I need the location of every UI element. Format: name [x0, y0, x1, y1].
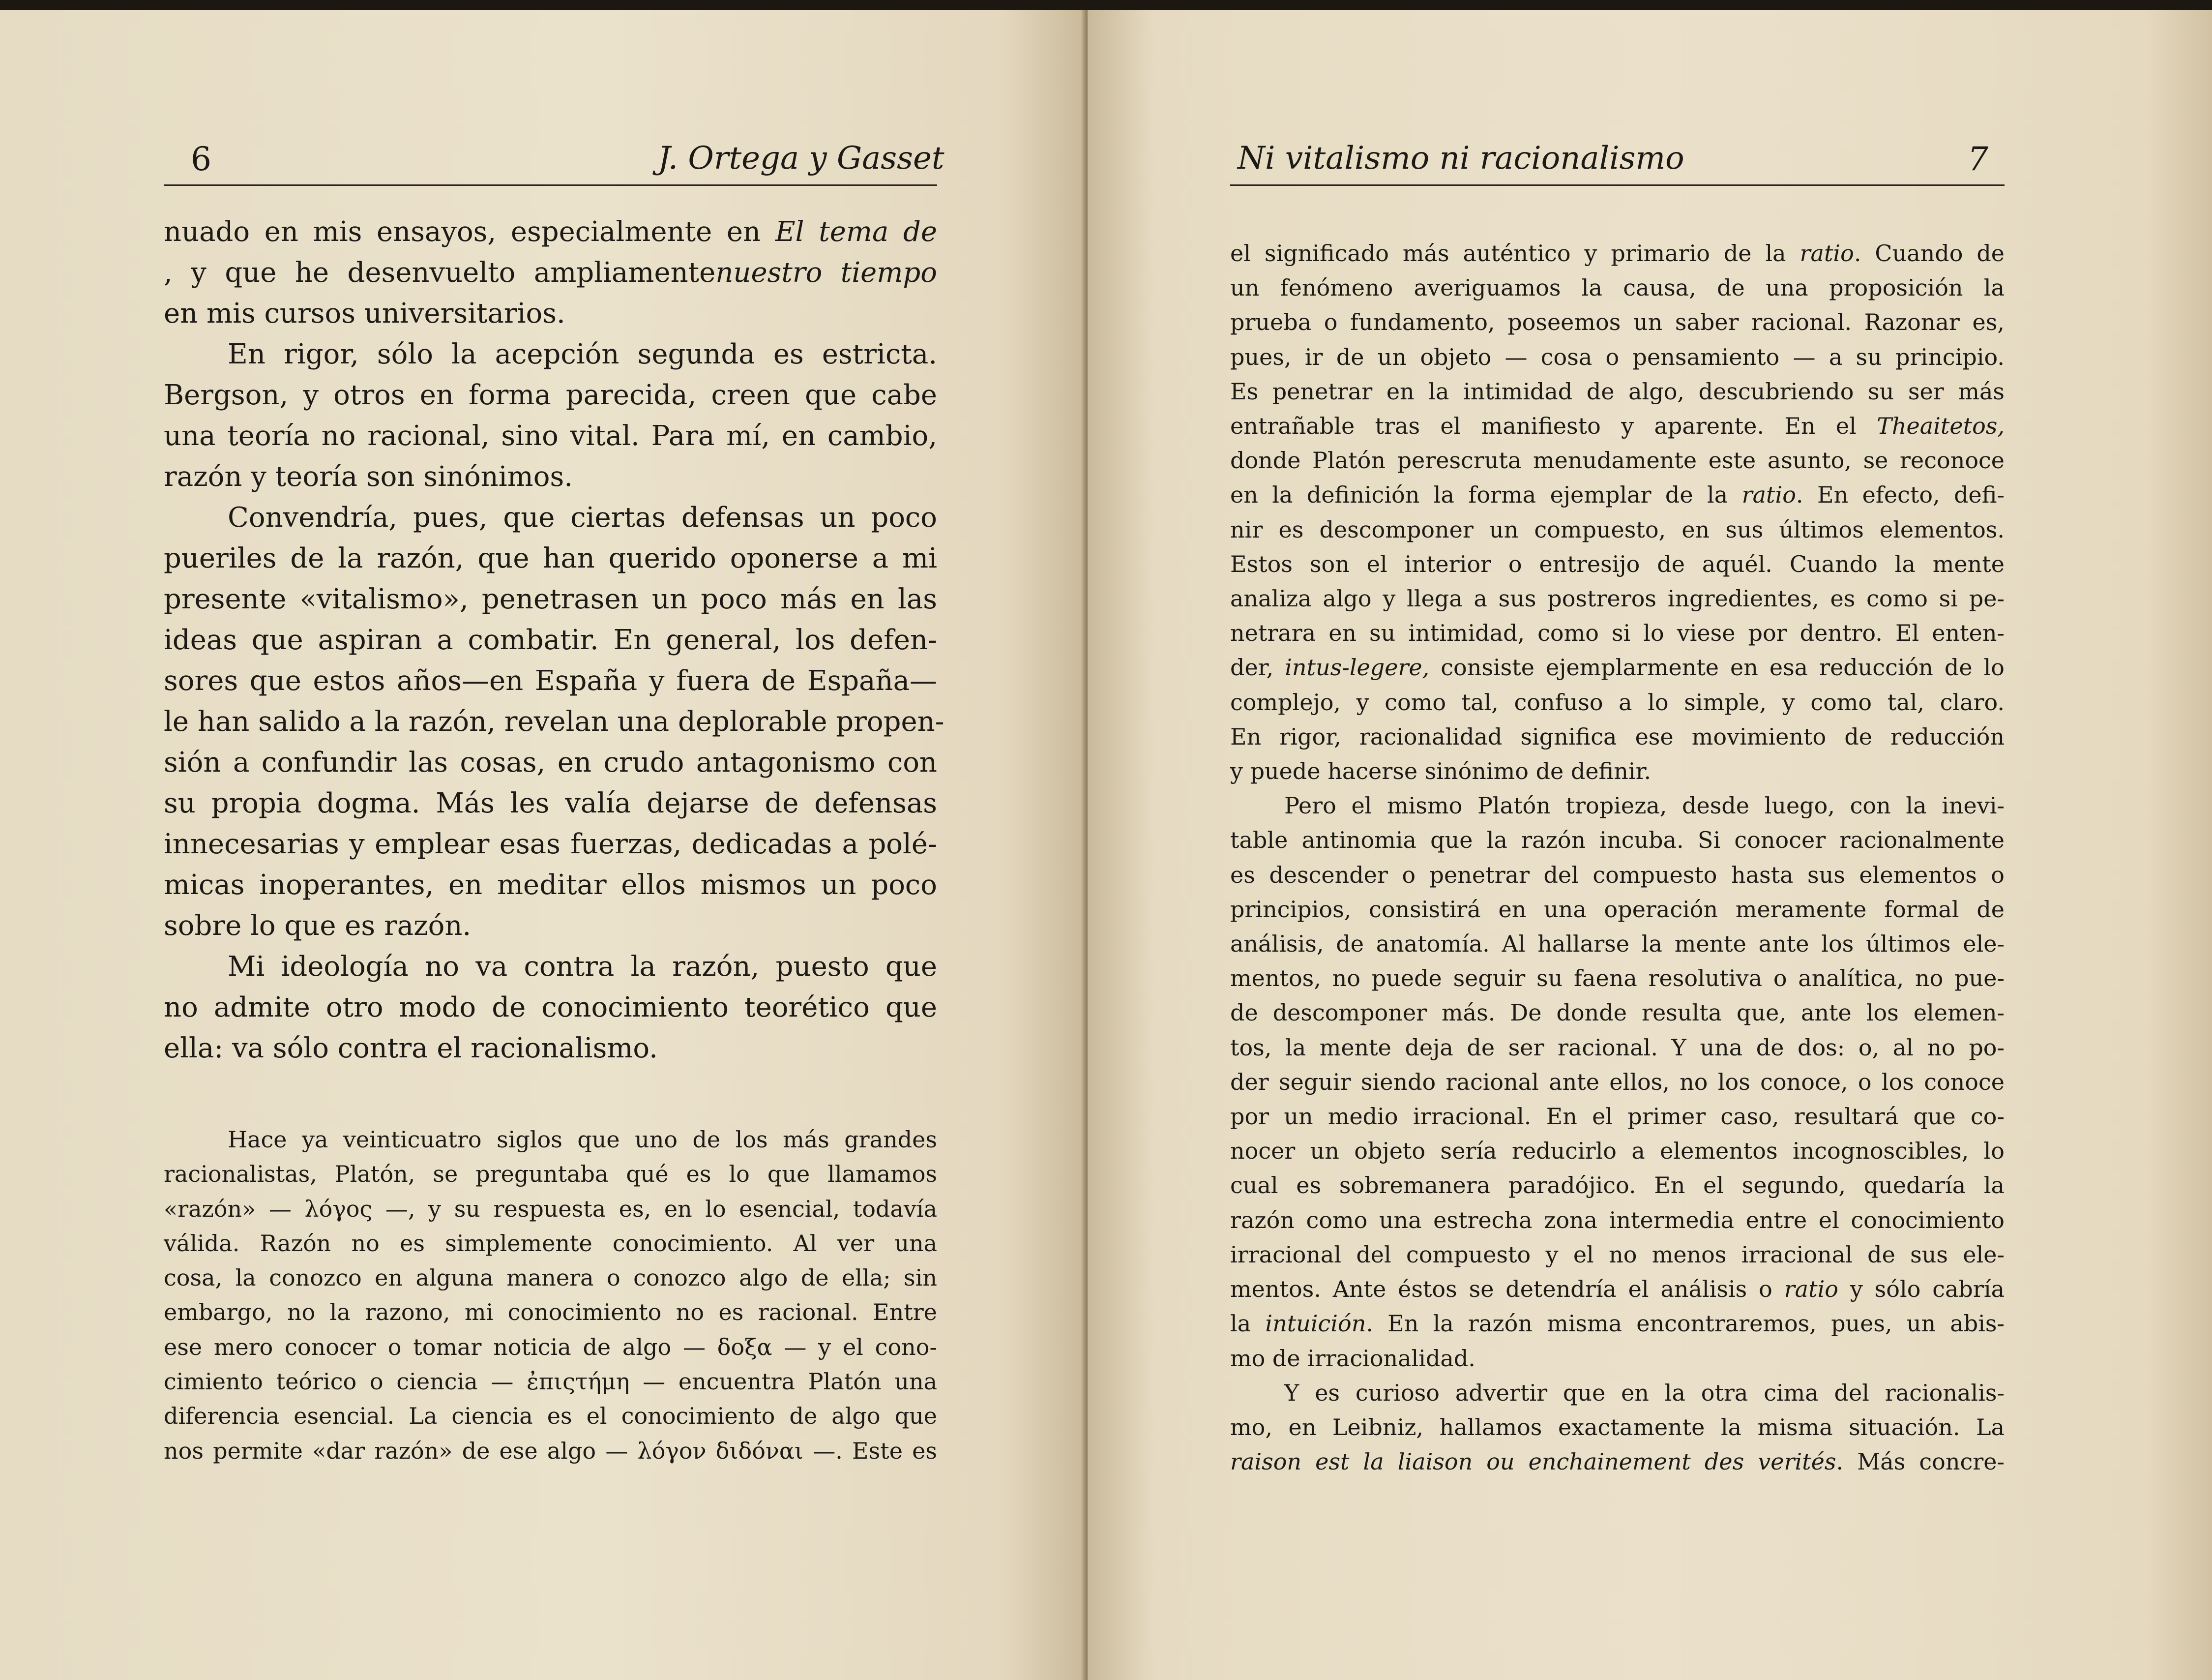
text-run: cimiento teórico o ciencia — ἐπιςτήμη — encuentra Platón una — [164, 1368, 937, 1395]
text-line — [1230, 685, 2005, 720]
text-run: «razón» — λόγος —, y su respuesta es, en lo esencial, todavía — [164, 1195, 937, 1222]
text-run: el significado más auténtico y primario de la — [1230, 240, 1800, 267]
text-run: innecesarias y emplear esas fuerzas, dedicadas a polé- — [164, 828, 937, 860]
text-line — [1230, 1134, 2005, 1168]
text-line — [164, 701, 944, 742]
text-run: mo de irracionalidad. — [1230, 1345, 1475, 1372]
text-run: cual es sobremanera paradójico. En el segundo, quedaría la — [1230, 1172, 2005, 1199]
text-line — [1230, 754, 2005, 788]
text-line — [1230, 1272, 2005, 1306]
text-run: entrañable tras el manifiesto y aparente. En el — [1230, 413, 1877, 440]
text-run: diferencia esencial. La ciencia es el conocimiento de algo que — [164, 1403, 937, 1430]
italic-run: intus-legere, — [1285, 654, 1430, 681]
text-line — [164, 946, 937, 987]
text-run: Hace ya veinticuatro siglos que uno de los más grandes — [228, 1126, 937, 1153]
italic-run: raison est la liaison ou enchainement des verités — [1230, 1448, 1836, 1475]
text-line — [1230, 305, 2005, 339]
text-run: netrara en su intimidad, como si lo viese por dentro. El enten- — [1230, 620, 2005, 647]
text-line — [164, 1364, 937, 1399]
text-run: su propia dogma. Más les valía dejarse de defensas — [164, 787, 937, 819]
right-running-head: Ni vitalismo ni racionalismo — [1238, 140, 1684, 177]
text-run: presente «vitalismo», penetrasen un poco más en las — [164, 583, 937, 615]
left-page — [0, 10, 1088, 1680]
right-page-number: 7 — [1968, 140, 1988, 178]
text-line — [1230, 547, 2005, 581]
text-line — [164, 375, 937, 416]
text-run: sión a confundir las cosas, en crudo antagonismo con — [164, 747, 937, 779]
text-line — [1230, 788, 2005, 823]
text-run: y puede hacerse sinónimo de definir. — [1230, 758, 1652, 785]
text-line — [1230, 927, 2005, 961]
left-body-text — [164, 211, 944, 1069]
text-run: le han salido a la razón, revelan una deplorable propen- — [164, 706, 944, 738]
text-run: nir es descomponer un compuesto, en sus últimos elementos. — [1230, 516, 2005, 543]
text-run: . En la razón misma encontraremos, pues, un abis- — [1366, 1310, 2005, 1337]
text-line — [164, 1330, 937, 1364]
text-line — [164, 783, 937, 824]
text-run: y sólo cabría — [1838, 1276, 2005, 1303]
italic-run: ratio — [1784, 1276, 1838, 1303]
text-line — [1230, 1168, 2005, 1202]
text-line — [164, 1226, 937, 1260]
text-line — [1230, 720, 2005, 754]
italic-run: intuición — [1265, 1310, 1366, 1337]
text-line — [1230, 1030, 2005, 1065]
text-line — [1230, 1444, 2005, 1479]
text-run: Pero el mismo Platón tropieza, desde luego, con la inevi- — [1284, 792, 2005, 819]
text-run: mentos. Ante éstos se detendría el análisis o — [1230, 1276, 1784, 1303]
text-line — [164, 824, 937, 865]
text-run: la — [1230, 1310, 1266, 1337]
text-line — [1230, 1376, 2005, 1410]
left-page-number: 6 — [191, 140, 211, 178]
text-run: donde Platón perescruta menudamente este asunto, se reconoce — [1230, 447, 2005, 474]
italic-run: ratio — [1799, 240, 1854, 267]
text-line — [164, 1122, 937, 1157]
text-run: nuado en mis ensayos, especialmente en — [164, 216, 775, 248]
text-line — [164, 987, 937, 1028]
text-line — [164, 1260, 937, 1295]
text-run: nos permite «dar razón» de ese algo — λόγον διδόναι —. Este es — [164, 1437, 937, 1464]
text-line — [164, 252, 937, 293]
text-run: sores que estos años—en España y fuera de España— — [164, 665, 937, 697]
text-line — [1230, 1410, 2005, 1444]
text-run: mo, en Leibniz, hallamos exactamente la misma situación. La — [1230, 1413, 2005, 1440]
text-run: der seguir siendo racional ante ellos, no los conoce, o los conoce — [1230, 1068, 2005, 1095]
text-run: analiza algo y llega a sus postreros ingredientes, es como si pe- — [1230, 585, 2005, 612]
text-line — [1230, 650, 2005, 685]
text-run: por un medio irracional. En el primer caso, resultará que co- — [1230, 1103, 2005, 1130]
text-run: cosa, la conozco en alguna manera o conozco algo de ella; sin — [164, 1264, 937, 1291]
text-line — [1230, 270, 2005, 305]
text-run: razón y teoría son sinónimos. — [164, 461, 573, 493]
text-line — [1230, 1203, 2005, 1237]
text-line — [164, 1192, 937, 1226]
text-run: un fenómeno averiguamos la causa, de una proposición la — [1230, 274, 2005, 301]
text-line — [1230, 1341, 2005, 1376]
text-line — [1230, 1237, 2005, 1272]
text-line — [1230, 236, 2005, 270]
text-run: Estos son el interior o entresijo de aquél. Cuando la mente — [1230, 550, 2005, 577]
text-line — [1230, 995, 2005, 1030]
text-line — [1230, 478, 2005, 512]
text-run: en la definición la forma ejemplar de la — [1230, 481, 1742, 509]
text-line — [164, 1028, 937, 1069]
text-run: micas inoperantes, en meditar ellos mismos un poco — [164, 869, 937, 901]
text-line — [164, 1157, 937, 1191]
text-line — [1230, 1065, 2005, 1099]
text-run: ella: va sólo contra el racionalismo. — [164, 1032, 658, 1064]
text-line — [164, 293, 937, 334]
text-line — [1230, 374, 2005, 409]
text-line — [164, 1434, 937, 1468]
text-line — [1230, 409, 2005, 443]
text-line — [1230, 892, 2005, 927]
text-run: . Cuando de — [1854, 240, 2005, 267]
text-run: en mis cursos universitarios. — [164, 298, 565, 330]
text-run: racionalistas, Platón, se preguntaba qué es lo que llamamos — [164, 1161, 937, 1188]
text-run: sobre lo que es razón. — [164, 910, 472, 942]
left-running-head: J. Ortega y Gasset — [658, 140, 944, 177]
text-run: Bergson, y otros en forma parecida, creen que cabe — [164, 379, 937, 411]
text-run: razón como una estrecha zona intermedia entre el conocimiento — [1230, 1206, 2005, 1233]
left-footnote-text — [164, 1122, 937, 1468]
right-page — [1088, 10, 2212, 1680]
italic-run: Theaitetos, — [1877, 413, 2005, 440]
text-run: prueba o fundamento, poseemos un saber racional. Razonar es, — [1230, 309, 2005, 336]
text-line — [1230, 581, 2005, 616]
text-run: Es penetrar en la intimidad de algo, descubriendo su ser más — [1230, 378, 2005, 405]
text-line — [1230, 512, 2005, 547]
text-line — [164, 538, 937, 579]
text-run: principios, consistirá en una operación meramente formal de — [1230, 896, 2005, 923]
text-run: tos, la mente deja de ser racional. Y una de dos: o, al no po- — [1230, 1034, 2005, 1061]
text-run: pueriles de la razón, que han querido oponerse a mi — [164, 542, 937, 574]
text-line — [1230, 616, 2005, 650]
text-line — [1230, 823, 2005, 857]
text-line — [1230, 443, 2005, 478]
text-run: . En efecto, defi- — [1796, 481, 2005, 509]
text-run: . Más concre- — [1836, 1448, 2005, 1475]
text-run: es descender o penetrar del compuesto hasta sus elementos o — [1230, 861, 2005, 888]
text-run: de descomponer más. De donde resulta que, ante los elemen- — [1230, 999, 2005, 1026]
text-run: consiste ejemplarmente en esa reducción de lo — [1429, 654, 2005, 681]
text-line — [164, 497, 937, 538]
text-run: una teoría no racional, sino vital. Para mí, en cambio, — [164, 420, 937, 452]
text-line — [1230, 961, 2005, 995]
text-run: Mi ideología no va contra la razón, puesto que — [228, 951, 937, 983]
text-run: embargo, no la razono, mi conocimiento no es racional. Entre — [164, 1299, 937, 1326]
text-run: nocer un objeto sería reducirlo a elementos incognoscibles, lo — [1230, 1138, 2005, 1165]
text-run: table antinomia que la razón incuba. Si conocer racionalmente — [1230, 827, 2005, 854]
italic-run: ratio — [1741, 481, 1796, 509]
text-line — [164, 620, 937, 660]
text-line — [164, 456, 937, 497]
text-run: análisis, de anatomía. Al hallarse la mente ante los últimos ele- — [1230, 930, 2005, 958]
text-line — [164, 865, 937, 905]
text-run: En rigor, racionalidad significa ese movimiento de reducción — [1230, 723, 2005, 750]
text-line — [1230, 340, 2005, 374]
text-run: válida. Razón no es simplemente conocimiento. Al ver una — [164, 1230, 937, 1257]
text-run: no admite otro modo de conocimiento teorético que — [164, 991, 937, 1023]
text-line — [164, 579, 937, 620]
text-line — [1230, 1099, 2005, 1134]
text-run: Y es curioso advertir que en la otra cima del racionalis- — [1284, 1379, 2005, 1406]
text-run: pues, ir de un objeto — cosa o pensamiento — a su principio. — [1230, 343, 2005, 370]
text-line — [164, 905, 937, 946]
text-line — [164, 334, 937, 375]
text-line — [164, 416, 937, 456]
text-run: , y que he desenvuelto ampliamente — [164, 257, 716, 289]
text-line — [164, 1295, 937, 1329]
text-line — [164, 1399, 937, 1433]
right-body-text — [1230, 236, 2005, 1479]
text-run: ese mero conocer o tomar noticia de algo — δοξα — y el cono- — [164, 1333, 937, 1360]
italic-run: El tema de — [775, 216, 937, 248]
text-run: ideas que aspiran a combatir. En general, los defen- — [164, 624, 937, 656]
text-run: En rigor, sólo la acepción segunda es estricta. — [228, 338, 937, 370]
text-run: Convendría, pues, que ciertas defensas un poco — [228, 502, 937, 534]
text-line — [164, 742, 937, 783]
text-line — [1230, 858, 2005, 892]
text-line — [164, 211, 937, 252]
text-line — [164, 660, 937, 701]
italic-run: nuestro tiempo — [715, 257, 937, 289]
text-line — [1230, 1306, 2005, 1341]
text-run: mentos, no puede seguir su faena resolutiva o analítica, no pue- — [1230, 965, 2005, 992]
text-run: irracional del compuesto y el no menos irracional de sus ele- — [1230, 1241, 2005, 1268]
text-run: complejo, y como tal, confuso a lo simple, y como tal, claro. — [1230, 689, 2005, 716]
text-run: der, — [1230, 654, 1285, 681]
